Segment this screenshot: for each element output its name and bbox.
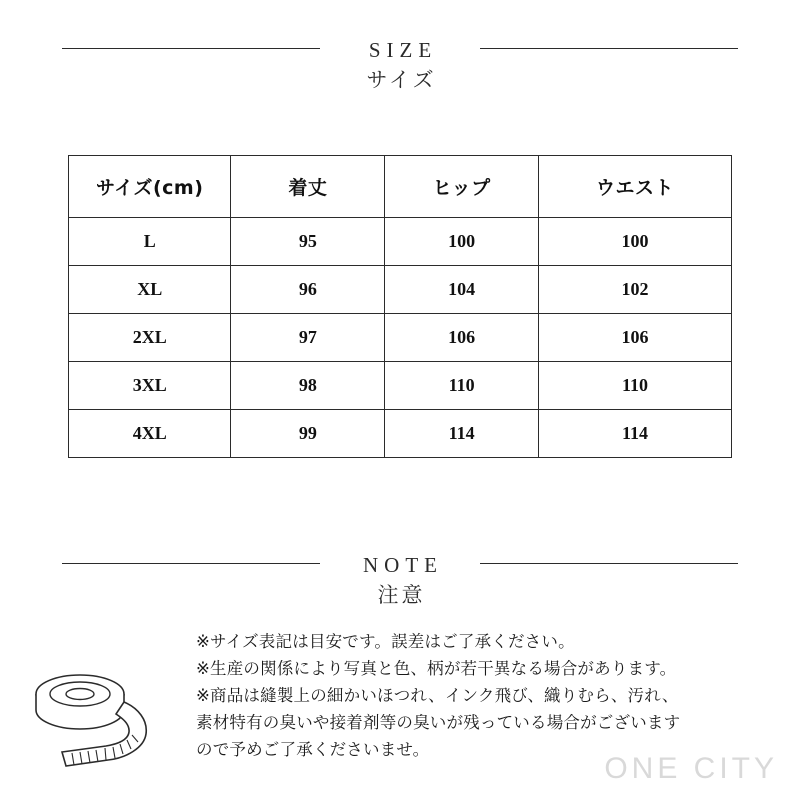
table-header-cell: 着丈: [231, 156, 385, 218]
note-line: ※商品は縫製上の細かいほつれ、インク飛び、織りむら、汚れ、: [196, 686, 679, 705]
note-title-jp: 注意: [377, 583, 426, 607]
table-row: [69, 266, 732, 314]
size-section-header: [0, 26, 800, 91]
header-rule-right: [480, 48, 738, 49]
table-row: [69, 314, 732, 362]
size-table-wrap: [68, 155, 732, 458]
header-rule-left: [62, 563, 320, 564]
note-line: ので予めご了承くださいませ。: [196, 740, 430, 759]
table-row: [69, 218, 732, 266]
note-title-en: NOTE: [363, 553, 443, 577]
table-row: [69, 362, 732, 410]
header-rule-right: [480, 563, 738, 564]
table-cell-waist: 102: [539, 266, 732, 314]
table-cell-waist: 110: [539, 362, 732, 410]
note-text-block: [196, 628, 776, 763]
note-section-header: [0, 541, 800, 606]
size-title-en: SIZE: [368, 38, 438, 62]
table-cell-size: 2XL: [69, 314, 231, 362]
table-row: [69, 410, 732, 458]
table-cell-hip: 114: [385, 410, 539, 458]
header-rule-left: [62, 48, 320, 49]
brand-watermark: ONE CITY: [604, 752, 778, 785]
table-cell-size: XL: [69, 266, 231, 314]
table-cell-length: 96: [231, 266, 385, 314]
table-cell-hip: 110: [385, 362, 539, 410]
table-cell-hip: 100: [385, 218, 539, 266]
table-header-row: [69, 156, 732, 218]
note-line: ※生産の関係により写真と色、柄が若干異なる場合があります。: [196, 659, 677, 678]
table-cell-length: 97: [231, 314, 385, 362]
table-header-cell: ヒップ: [385, 156, 539, 218]
table-cell-waist: 106: [539, 314, 732, 362]
table-cell-size: 4XL: [69, 410, 231, 458]
note-line: ※サイズ表記は目安です。誤差はご了承ください。: [196, 632, 575, 651]
table-cell-hip: 104: [385, 266, 539, 314]
table-cell-length: 95: [231, 218, 385, 266]
table-header-cell: サイズ(cm): [69, 156, 231, 218]
table-header-cell: ウエスト: [539, 156, 732, 218]
size-table: [68, 155, 732, 458]
table-cell-waist: 114: [539, 410, 732, 458]
table-cell-length: 99: [231, 410, 385, 458]
table-cell-waist: 100: [539, 218, 732, 266]
note-line: 素材特有の臭いや接着剤等の臭いが残っている場合がございます: [196, 713, 681, 732]
size-title-jp: サイズ: [366, 68, 437, 92]
tape-measure-icon: [22, 656, 172, 776]
table-cell-size: 3XL: [69, 362, 231, 410]
table-cell-length: 98: [231, 362, 385, 410]
table-cell-hip: 106: [385, 314, 539, 362]
table-cell-size: L: [69, 218, 231, 266]
